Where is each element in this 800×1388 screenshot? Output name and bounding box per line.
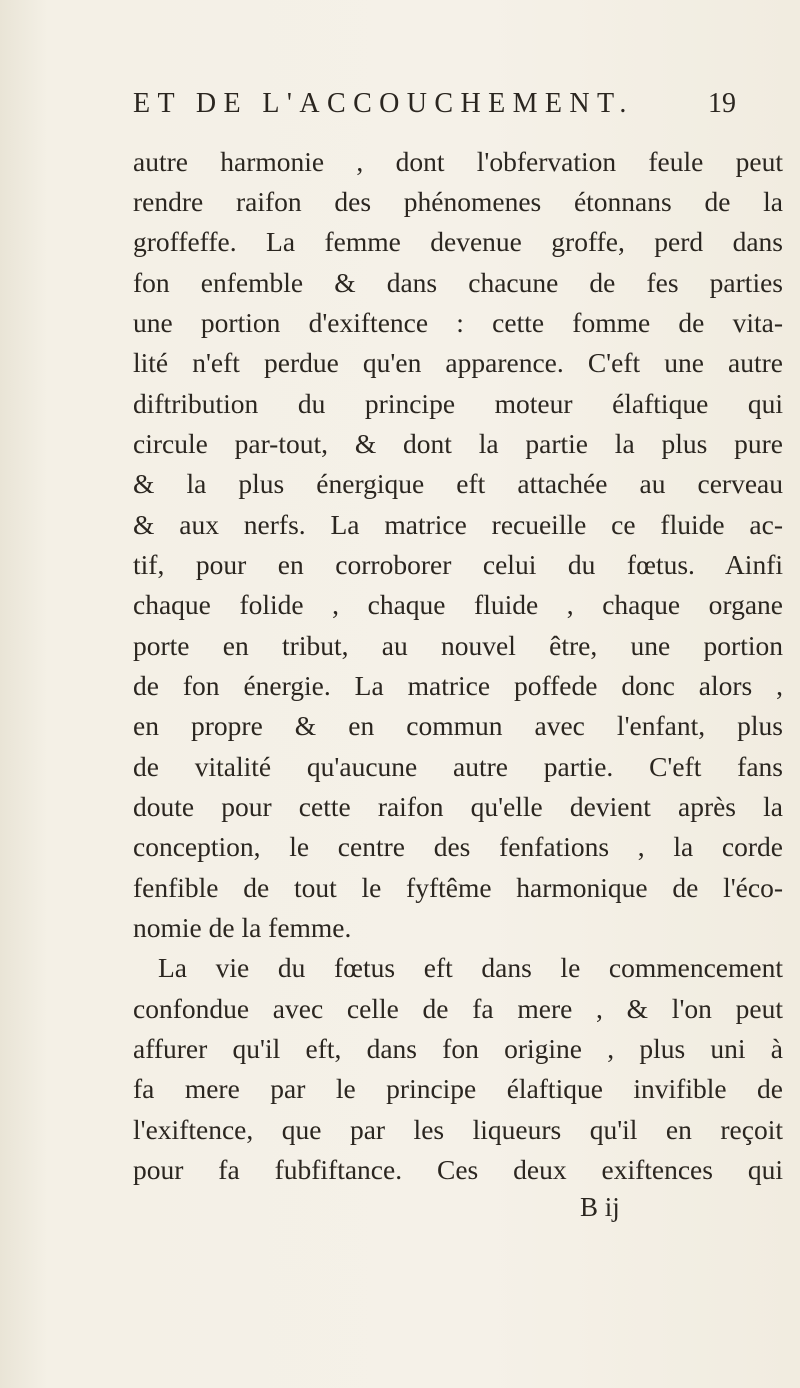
signature-mark: B ij <box>580 1192 620 1222</box>
text-line: fenfible de tout le fyftême harmonique de l'éco- <box>133 872 783 903</box>
text-line: l'exiftence, que par les liqueurs qu'il en reçoit <box>133 1114 783 1145</box>
text-line: diftribution du principe moteur élaftique qui <box>133 388 783 419</box>
text-line: lité n'eft perdue qu'en apparence. C'eft une autre <box>133 347 783 378</box>
text-line: de vitalité qu'aucune autre partie. C'eft fans <box>133 751 783 782</box>
text-line: La vie du fœtus eft dans le commencement <box>158 952 783 983</box>
text-line: nomie de la femme. <box>133 912 352 943</box>
text-line: & aux nerfs. La matrice recueille ce fluide ac- <box>133 509 783 540</box>
text-line: circule par-tout, & dont la partie la plus pure <box>133 428 783 459</box>
text-line: rendre raifon des phénomenes étonnans de la <box>133 186 783 217</box>
text-line: confondue avec celle de fa mere , & l'on peut <box>133 993 783 1024</box>
text-line: fon enfemble & dans chacune de fes parties <box>133 267 783 298</box>
text-line: de fon énergie. La matrice poffede donc alors , <box>133 670 783 701</box>
text-line: pour fa fubfiftance. Ces deux exiftences qui <box>133 1154 783 1185</box>
text-line: tif, pour en corroborer celui du fœtus. Ainfi <box>133 549 783 580</box>
text-line: groffeffe. La femme devenue groffe, perd dans <box>133 226 783 257</box>
text-line: affurer qu'il eft, dans fon origine , plus uni à <box>133 1033 783 1064</box>
text-line: autre harmonie , dont l'obfervation feule peut <box>133 146 783 177</box>
text-line: conception, le centre des fenfations , la corde <box>133 831 783 862</box>
text-line: fa mere par le principe élaftique invifible de <box>133 1073 783 1104</box>
text-line: chaque folide , chaque fluide , chaque organe <box>133 589 783 620</box>
text-line: une portion d'exiftence : cette fomme de vita- <box>133 307 783 338</box>
text-line: & la plus énergique eft attachée au cerveau <box>133 468 783 499</box>
page-number: 19 <box>708 88 736 119</box>
text-line: doute pour cette raifon qu'elle devient après la <box>133 791 783 822</box>
text-line: en propre & en commun avec l'enfant, plus <box>133 710 783 741</box>
running-head-title: ET DE L'ACCOUCHEMENT. <box>133 88 634 119</box>
text-line: porte en tribut, au nouvel être, une portion <box>133 630 783 661</box>
